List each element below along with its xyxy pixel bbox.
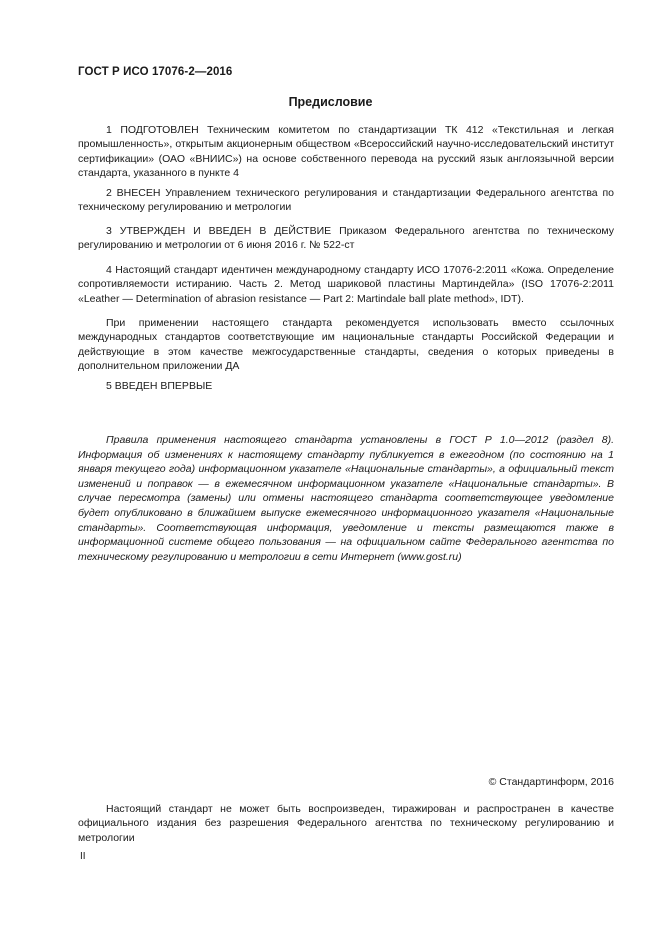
paragraph-5: [78, 379, 614, 393]
page-number: II: [80, 851, 86, 862]
paragraph-1-text: 1 ПОДГОТОВЛЕН Техническим комитетом по стандартизации ТК 412 «Текстильная и легкая промышленность», открытым акционерным обществом «Всероссийский научно-исследовательский институт сертификации» (ОАО «ВНИИС») на основе собственного перевода на русский язык англоязычной версии стандарта, указанного в пункте 4: [78, 124, 614, 180]
reproduction-notice-text: Настоящий стандарт не может быть воспроизведен, тиражирован и распространен в качестве официального издания без разрешения Федерального агентства по техническому регулированию и метрологии: [78, 803, 614, 844]
page-title: Предисловие: [288, 95, 373, 109]
application-rules-note-text: Правила применения настоящего стандарта установлены в ГОСТ Р 1.0—2012 (раздел 8). Информация об изменениях к настоящему стандарту публикуется в ежегодном (по состоянию на 1 января текущего года) информационном указателе «Национальные стандарты», а официальный текст изменений и поправок — в ежемесячном информационном указателе «Национальные стандарты». В случае пересмотра (замены) или отмены настоящего стандарта соответствующее уведомление будет опубликовано в ближайшем выпуске ежемесячного информационного указателя «Национальные стандарты». Соответствующая информация, уведомление и тексты размещаются также в информационной системе общего пользования — на официальном сайте Федерального агентства по техническому регулированию и метрологии в сети Интернет (www.gost.ru): [78, 434, 614, 563]
paragraph-4-usage: [78, 316, 614, 374]
paragraph-4-usage-text: При применении настоящего стандарта рекомендуется использовать вместо ссылочных международных стандартов соответствующие им национальные стандарты Российской Федерации и действующие в этом качестве межгосударственные стандарты, сведения о которых приведены в дополнительном приложении ДА: [78, 317, 614, 373]
paragraph-3-text: 3 УТВЕРЖДЕН И ВВЕДЕН В ДЕЙСТВИЕ Приказом Федерального агентства по техническому регулированию и метрологии от 6 июня 2016 г. № 522-ст: [78, 225, 614, 252]
paragraph-5-text: 5 ВВЕДЕН ВПЕРВЫЕ: [106, 380, 213, 392]
reproduction-notice: [78, 802, 614, 845]
paragraph-1: [78, 123, 614, 181]
paragraph-2-text: 2 ВНЕСЕН Управлением технического регулирования и стандартизации Федерального агентства по техническому регулированию и метрологии: [78, 187, 614, 214]
paragraph-2: [78, 186, 614, 215]
application-rules-note: [78, 433, 614, 564]
paragraph-3: [78, 224, 614, 253]
document-code-header: ГОСТ Р ИСО 17076-2—2016: [78, 66, 233, 78]
paragraph-4: [78, 263, 614, 306]
paragraph-4-text: 4 Настоящий стандарт идентичен международному стандарту ИСО 17076-2:2011 «Кожа. Определение сопротивляемости истиранию. Часть 2. Метод шариковой пластины Мартиндейла» (ISO 17076-2:2011 «Leather — Determination of abrasion resistance — Part 2: Martindale ball plate method», IDT).: [78, 264, 614, 305]
copyright-notice: © Стандартинформ, 2016: [488, 776, 614, 788]
